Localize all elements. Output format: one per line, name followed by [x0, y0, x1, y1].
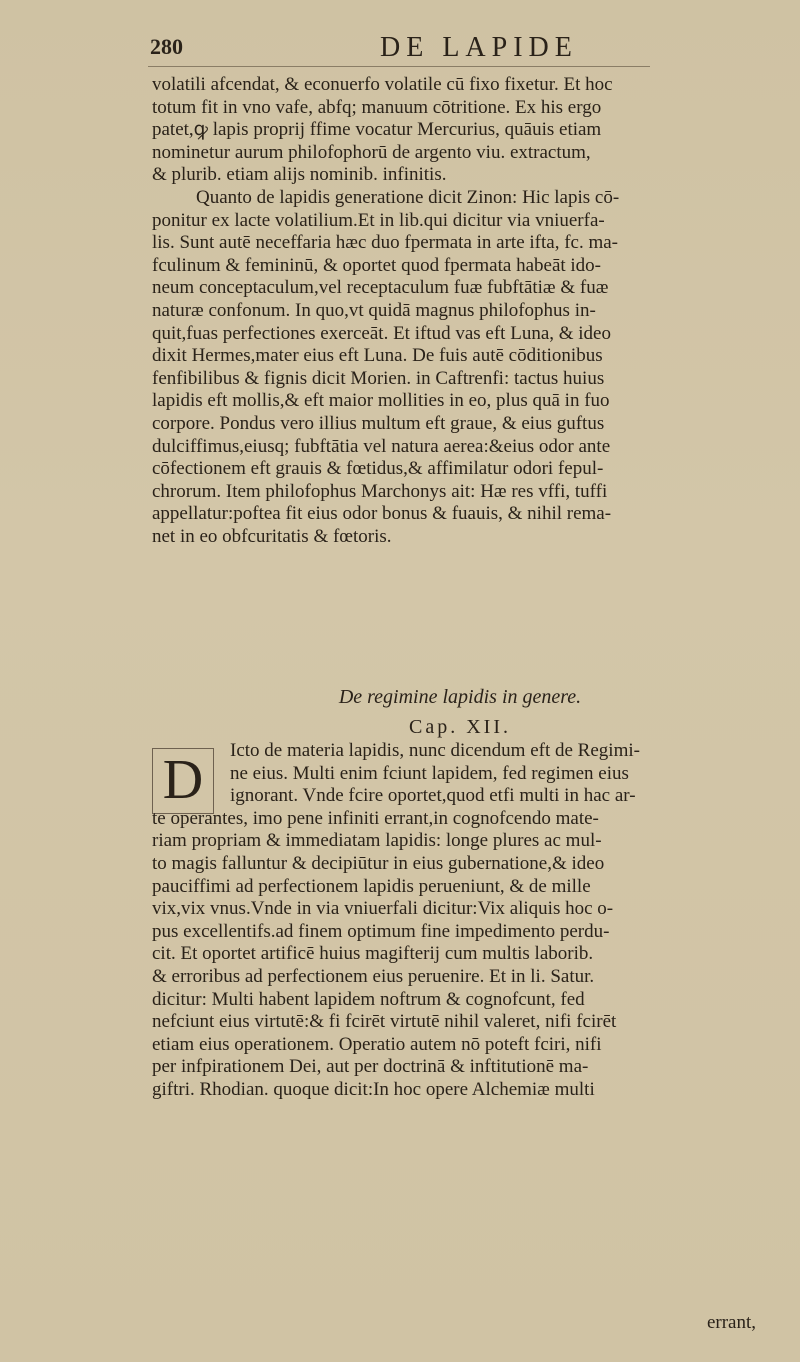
- chapter-label: Cap. XII.: [409, 716, 511, 738]
- text-line: ignorant. Vnde fcire oportet,quod etfi multi in hac ar-: [230, 785, 636, 807]
- header-rule: [148, 66, 650, 67]
- text-line: lapidis eft mollis,& eft maior mollities in eo, plus quā in fuo: [152, 390, 610, 412]
- text-line: neum conceptaculum,vel receptaculum fuæ fubftātiæ & fuæ: [152, 277, 609, 299]
- text-line: lis. Sunt autē neceffaria hæc duo fpermata in arte ifta, fc. ma-: [152, 232, 619, 254]
- text-line: fculinum & femininū, & oportet quod fpermata habeāt ido-: [152, 254, 602, 276]
- text-line: pauciffimi ad perfectionem lapidis perueniunt, & de mille: [152, 875, 591, 897]
- page-number: 280: [150, 34, 183, 59]
- text-line: dulciffimus,eiusq; fubftātia vel natura aerea:&eius odor ante: [152, 435, 611, 457]
- text-line: vix,vix vnus.Vnde in via vniuerfali dicitur:Vix aliquis hoc o-: [152, 898, 614, 920]
- text-line: net in eo obfcuritatis & fœtoris.: [152, 525, 392, 547]
- text-line: dixit Hermes,mater eius eft Luna. De fuis autē cōditionibus: [152, 345, 603, 367]
- text-line: quit,fuas perfectiones exerceāt. Et iftud vas eft Luna, & ideo: [152, 322, 611, 344]
- text-block-top: [152, 74, 768, 548]
- text-line: to magis falluntur & decipiūtur in eius gubernatione,& ideo: [152, 852, 605, 874]
- text-line: etiam eius operationem. Operatio autem nō poteft fciri, nifi: [152, 1033, 602, 1055]
- text-line: naturæ confonum. In quo,vt quidā magnus philofophus in-: [152, 299, 596, 321]
- text-line: ne eius. Multi enim fciunt lapidem, fed regimen eius: [230, 762, 629, 784]
- running-head: DE LAPIDE: [380, 32, 578, 63]
- text-line: corpore. Pondus vero illius multum eft graue, & eius guftus: [152, 412, 605, 434]
- section-title: De regimine lapidis in genere.: [338, 686, 582, 708]
- text-line: riam propriam & immediatam lapidis: longe plures ac mul-: [152, 830, 602, 852]
- text-line: cōfectionem eft grauis & fœtidus,& affimilatur odori fepul-: [152, 458, 604, 480]
- text-line: pus excellentifs.ad finem optimum fine impedimento perdu-: [152, 920, 610, 942]
- paragraph-3: [152, 740, 768, 1102]
- text-line: ponitur ex lacte volatilium.Et in lib.qui dicitur via vniuerfa-: [152, 209, 605, 231]
- text-line: chrorum. Item philofophus Marchonys ait: Hæ res vffi, tuffi: [152, 480, 608, 502]
- text-line: fenfibilibus & fignis dicit Morien. in Caftrenfi: tactus huius: [152, 367, 605, 389]
- text-line: Icto de materia lapidis, nunc dicendum eft de Regimi-: [230, 740, 640, 761]
- text-line: appellatur:poftea fit eius odor bonus & fuauis, & nihil rema-: [152, 503, 612, 525]
- paragraph-1: [152, 74, 768, 187]
- text-line: per infpirationem Dei, aut per doctrinā & inftitutionē ma-: [152, 1056, 589, 1078]
- text-line: cit. Et oportet artificē huius magifterij cum multis laborib.: [152, 943, 594, 965]
- text-line: nefciunt eius virtutē:& fi fcirēt virtutē nihil valeret, nifi fcirēt: [152, 1011, 617, 1033]
- drop-capital: D: [152, 748, 214, 814]
- text-line: Quanto de lapidis generatione dicit Zinon: Hic lapis cō-: [196, 186, 620, 208]
- catchword: errant,: [706, 1312, 756, 1333]
- text-line: nominetur aurum philofophorū de argento viu. extractum,: [152, 141, 591, 163]
- text-line: giftri. Rhodian. quoque dicit:In hoc opere Alchemiæ multi: [152, 1078, 595, 1100]
- text-line: totum fit in vno vafe, abfq; manuum cōtritione. Ex his ergo: [152, 96, 602, 118]
- paragraph-2: [152, 187, 768, 549]
- text-line: dicitur: Multi habent lapidem noftrum & cognofcunt, fed: [152, 988, 585, 1010]
- text-line: patet,ꝙ lapis proprij ffime vocatur Mercurius, quāuis etiam: [152, 119, 602, 141]
- text-line: volatili afcendat, & econuerfo volatile cū fixo fixetur. Et hoc: [152, 74, 613, 95]
- text-line: te operantes, imo pene infiniti errant,in cognofcendo mate-: [152, 807, 599, 829]
- text-line: & erroribus ad perfectionem eius peruenire. Et in li. Satur.: [152, 965, 595, 987]
- text-line: & plurib. etiam alijs nominib. infinitis.: [152, 164, 447, 186]
